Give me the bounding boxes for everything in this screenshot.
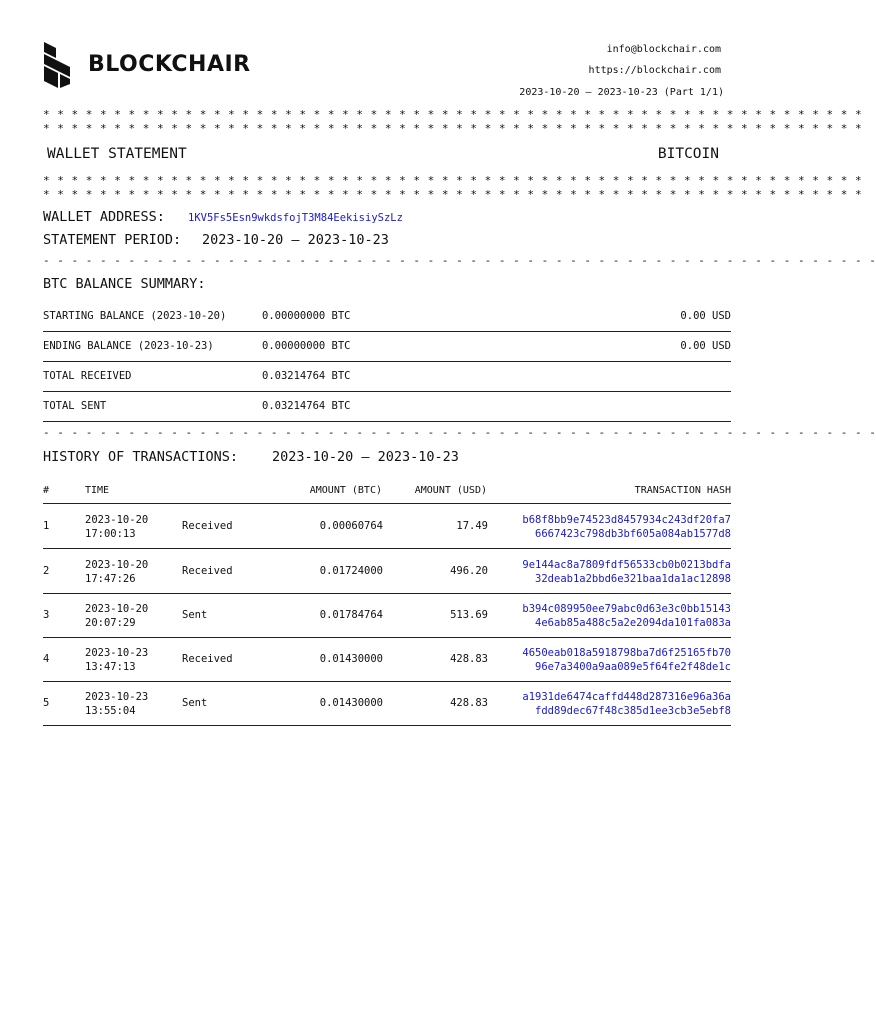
tx-amount-btc: 0.01724000	[319, 565, 383, 577]
tx-time: 2023-10-23 13:47:13	[85, 647, 149, 673]
star-separator: * * * * * * * * * * * * * * * * * * * * * * * * * * * * * * * * * * * * * * * * * * * * * * * * * * * * * * * * * *	[43, 108, 863, 121]
summary-btc: 0.00000000 BTC	[262, 310, 351, 322]
summary-label: ENDING BALANCE (2023-10-23)	[43, 340, 214, 352]
statement-title: WALLET STATEMENT	[47, 146, 187, 162]
summary-label: TOTAL RECEIVED	[43, 370, 132, 382]
table-row	[43, 549, 731, 594]
col-num: #	[43, 485, 50, 496]
tx-time: 2023-10-20 20:07:29	[85, 603, 149, 629]
tx-amount-usd: 513.69	[450, 609, 488, 621]
tx-time: 2023-10-23 13:55:04	[85, 691, 149, 717]
statement-period-value: 2023-10-20 — 2023-10-23	[202, 232, 389, 248]
history-title: HISTORY OF TRANSACTIONS:	[43, 449, 239, 465]
summary-row	[43, 391, 731, 422]
col-amount-btc: AMOUNT (BTC)	[309, 485, 382, 496]
col-amount-usd: AMOUNT (USD)	[414, 485, 487, 496]
tx-amount-btc: 0.01430000	[319, 653, 383, 665]
tx-amount-usd: 17.49	[456, 520, 488, 532]
summary-title: BTC BALANCE SUMMARY:	[43, 276, 206, 292]
star-separator: * * * * * * * * * * * * * * * * * * * * * * * * * * * * * * * * * * * * * * * * * * * * * * * * * * * * * * * * * *	[43, 188, 863, 201]
summary-btc: 0.03214764 BTC	[262, 400, 351, 412]
tx-num: 2	[43, 565, 50, 577]
summary-label: TOTAL SENT	[43, 400, 107, 412]
website-link[interactable]: https://blockchair.com	[588, 65, 721, 76]
tx-amount-btc: 0.00060764	[319, 520, 383, 532]
star-separator: * * * * * * * * * * * * * * * * * * * * * * * * * * * * * * * * * * * * * * * * * * * * * * * * * * * * * * * * * *	[43, 174, 863, 187]
tx-num: 3	[43, 609, 50, 621]
wallet-address-link[interactable]: 1KV5Fs5Esn9wkdsfojT3M84EekisiySzLz	[188, 212, 403, 224]
tx-type: Sent	[182, 609, 208, 621]
summary-usd: 0.00 USD	[680, 340, 731, 352]
statement-period-label: STATEMENT PERIOD:	[43, 232, 182, 248]
history-period: 2023-10-20 — 2023-10-23	[272, 449, 459, 465]
dash-separator: - - - - - - - - - - - - - - - - - - - - - - - - - - - - - - - - - - - - - - - - - - - - - - - - - - - - - - - - - - -	[43, 254, 876, 267]
tx-amount-btc: 0.01784764	[319, 609, 383, 621]
wallet-address-label: WALLET ADDRESS:	[43, 209, 165, 225]
table-row	[43, 593, 731, 638]
col-tx-hash: TRANSACTION HASH	[634, 485, 731, 496]
report-range: 2023-10-20 — 2023-10-23 (Part 1/1)	[519, 87, 724, 98]
tx-num: 5	[43, 697, 50, 709]
tx-amount-btc: 0.01430000	[319, 697, 383, 709]
summary-label: STARTING BALANCE (2023-10-20)	[43, 310, 227, 322]
tx-hash-link[interactable]: 4650eab018a5918798ba7d6f25165fb70 96e7a3400a9aa089e5f64fe2f48de1c	[522, 647, 731, 673]
tx-hash-link[interactable]: a1931de6474caffd448d287316e96a36a fdd89dec67f48c385d1ee3cb3e5ebf8	[522, 691, 731, 717]
tx-time: 2023-10-20 17:00:13	[85, 514, 149, 540]
chain-name: BITCOIN	[657, 146, 719, 162]
tx-time: 2023-10-20 17:47:26	[85, 559, 149, 585]
contact-email[interactable]: info@blockchair.com	[606, 44, 721, 55]
star-separator: * * * * * * * * * * * * * * * * * * * * * * * * * * * * * * * * * * * * * * * * * * * * * * * * * * * * * * * * * *	[43, 122, 863, 135]
tx-hash-link[interactable]: 9e144ac8a7809fdf56533cb0b0213bdfa 32deab1a2bbd6e321baa1da1ac12898	[522, 559, 731, 585]
table-row	[43, 681, 731, 726]
tx-hash-link[interactable]: b394c089950ee79abc0d63e3c0bb15143 4e6ab85a488c5a2e2094da101fa083a	[522, 603, 731, 629]
table-row	[43, 637, 731, 682]
summary-row	[43, 361, 731, 392]
tx-hash-link[interactable]: b68f8bb9e74523d8457934c243df20fa7 6667423c798db3bf605a084ab1577d8	[522, 514, 731, 540]
tx-num: 1	[43, 520, 50, 532]
tx-num: 4	[43, 653, 50, 665]
summary-usd: 0.00 USD	[680, 310, 731, 322]
tx-type: Received	[182, 520, 233, 532]
tx-type: Sent	[182, 697, 208, 709]
tx-amount-usd: 428.83	[450, 653, 488, 665]
summary-row	[43, 331, 731, 362]
brand-name: BLOCKCHAIR	[88, 52, 251, 77]
summary-row	[43, 301, 731, 332]
tx-amount-usd: 428.83	[450, 697, 488, 709]
col-time: TIME	[85, 485, 110, 496]
tx-amount-usd: 496.20	[450, 565, 488, 577]
summary-btc: 0.00000000 BTC	[262, 340, 351, 352]
table-row	[43, 504, 731, 549]
dash-separator: - - - - - - - - - - - - - - - - - - - - - - - - - - - - - - - - - - - - - - - - - - - - - - - - - - - - - - - - - - -	[43, 426, 876, 439]
tx-type: Received	[182, 565, 233, 577]
tx-type: Received	[182, 653, 233, 665]
summary-btc: 0.03214764 BTC	[262, 370, 351, 382]
transactions-header	[43, 481, 731, 504]
blockchair-logo-icon	[42, 40, 72, 90]
